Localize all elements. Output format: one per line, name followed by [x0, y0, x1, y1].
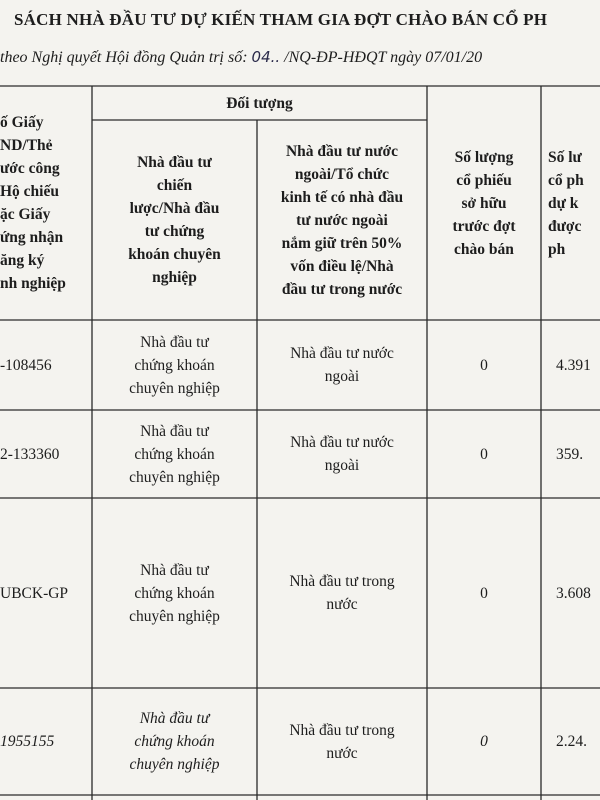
- table-row-4-id: 1955155: [0, 733, 55, 750]
- header-shares-owned: Số lượng cổ phiếu sở hữu trước đợt chào bán: [452, 148, 516, 258]
- table-row-4-type-a: Nhà đầu tư chứng khoán chuyên nghiệp: [129, 710, 220, 773]
- table-row-1-id: -108456: [0, 356, 52, 374]
- table-row-2-type-a: Nhà đầu tư chứng khoán chuyên nghiệp: [129, 422, 220, 486]
- table-row-3-type-a: Nhà đầu tư chứng khoán chuyên nghiệp: [129, 561, 220, 625]
- handwritten-resolution-number: 04..: [251, 48, 281, 66]
- document-subtitle: [0, 48, 482, 67]
- header-investor-origin: Nhà đầu tư nước ngoài/Tổ chức kinh tế có nhà đầu tư nước ngoài nắm giữ trên 50% vốn điều lệ/Nhà đầu tư trong nước: [280, 142, 404, 298]
- table-row-1-type-a: Nhà đầu tư chứng khoán chuyên nghiệp: [129, 333, 220, 397]
- table-row-1-type-b: Nhà đầu tư nước ngoài: [290, 345, 394, 385]
- subtitle-suffix: /NQ-ĐP-HĐQT ngày 07/01/20: [280, 49, 483, 66]
- table-row-4-planned: 2.24.: [556, 733, 587, 750]
- table-row-2-id: 2-133360: [0, 445, 60, 463]
- table-row-3-owned: 0: [480, 584, 488, 602]
- table-row-4-owned: 0: [480, 733, 488, 750]
- table-row-2-planned: 359.: [556, 445, 584, 463]
- table-row-2-type-b: Nhà đầu tư nước ngoài: [290, 434, 394, 474]
- header-doi-tuong: Đối tượng: [226, 94, 293, 112]
- header-id-number: ố Giấy ND/Thẻ ước công Hộ chiếu ặc Giấy ứng nhận ăng ký nh nghiệp: [0, 114, 66, 292]
- table-row-3-type-b: Nhà đầu tư trong nước: [289, 573, 395, 613]
- table-row-2-owned: 0: [480, 445, 488, 463]
- table-row-1-owned: 0: [480, 356, 488, 374]
- header-strategic-investor: Nhà đầu tư chiến lược/Nhà đầu tư chứng khoán chuyên nghiệp: [128, 154, 221, 286]
- table-row-1-planned: 4.391: [556, 356, 591, 374]
- table-row-3-planned: 3.608: [556, 584, 591, 602]
- table-row-4-type-b: Nhà đầu tư trong nước: [289, 721, 395, 762]
- document-title: SÁCH NHÀ ĐẦU TƯ DỰ KIẾN THAM GIA ĐỢT CHÀO BÁN CỔ PH: [14, 10, 548, 29]
- header-shares-planned: Số lư cổ ph dự k được ph: [548, 148, 584, 258]
- subtitle-prefix: theo Nghị quyết Hội đồng Quản trị số:: [0, 49, 252, 66]
- table-row-3-id: UBCK-GP: [0, 584, 69, 602]
